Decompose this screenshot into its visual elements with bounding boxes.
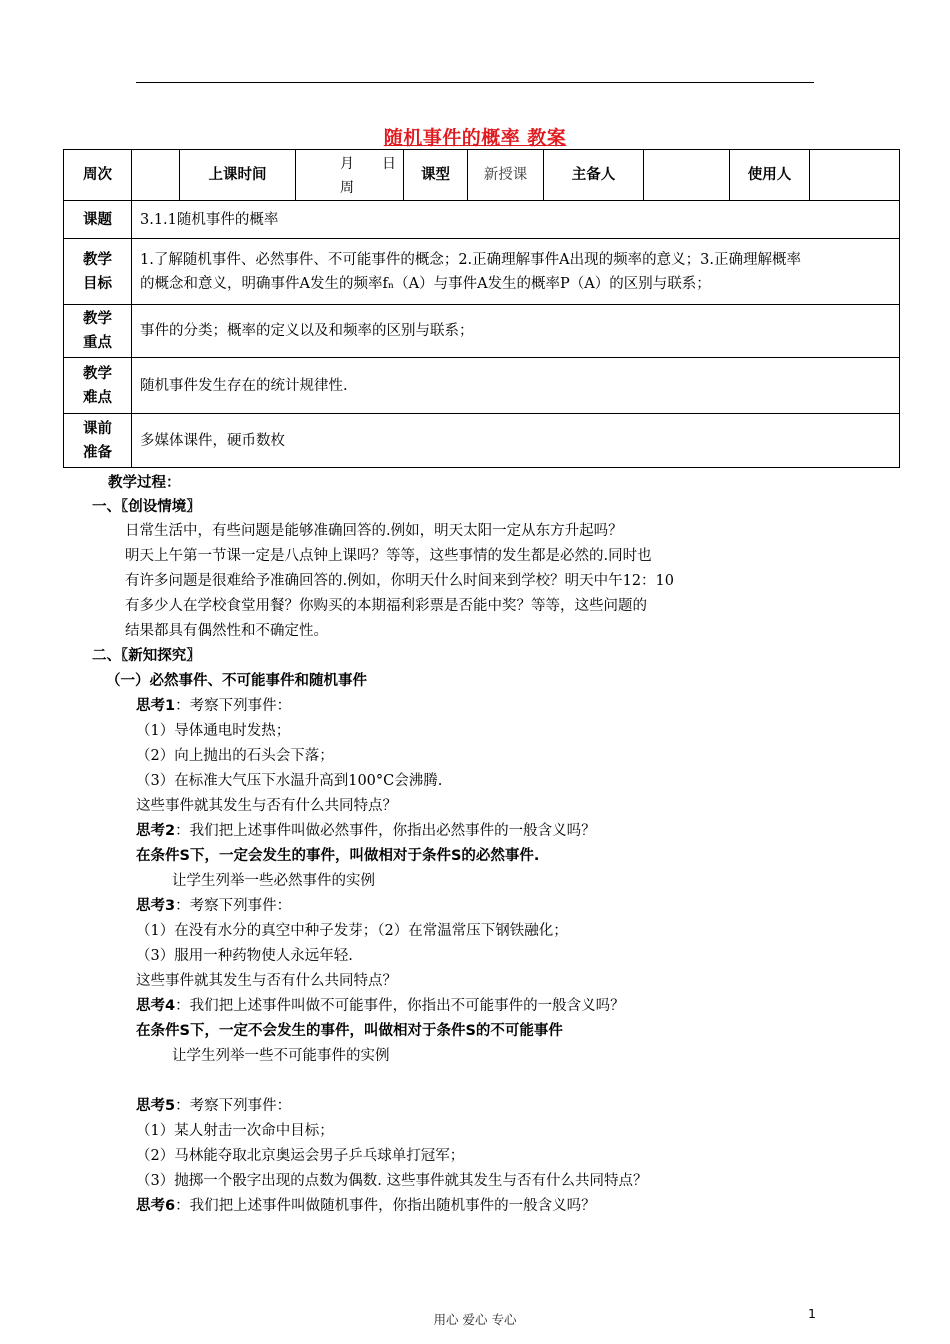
goals-label-line1: 教学 — [83, 251, 112, 268]
goals-line-2: 的概念和意义，明确事件A发生的频率fₙ（A）与事件A发生的概率P（A）的区别与联系； — [140, 275, 711, 292]
think-4-label: 思考4 — [136, 998, 176, 1014]
goals-label — [64, 239, 132, 305]
preparer-label: 主备人 — [544, 150, 644, 201]
process-heading: 教学过程： — [108, 475, 181, 491]
key-label-line2: 重点 — [83, 335, 112, 351]
think-2-label: 思考2 — [136, 823, 176, 839]
preparation-label — [64, 414, 132, 468]
think-4 — [136, 996, 625, 1016]
document-title: 随机事件的概率 教案 — [383, 127, 567, 149]
think-2 — [136, 821, 596, 841]
key-label-line1: 教学 — [83, 311, 112, 327]
think-1-text: ：考察下列事件： — [175, 698, 292, 714]
think-3-label: 思考3 — [136, 898, 176, 914]
month-label: 月 — [340, 156, 354, 172]
think-5 — [136, 1096, 291, 1116]
goals-value — [132, 239, 900, 305]
think-6 — [136, 1196, 596, 1216]
paragraph-line: 有许多问题是很难给予准确回答的.例如，你明天什么时间来到学校？明天中午12：10 — [125, 573, 675, 589]
impossible-event-example: 让学生列举一些不可能事件的实例 — [172, 1048, 390, 1064]
prep-label-line2: 准备 — [83, 444, 112, 461]
list-item: （1）某人射击一次命中目标； — [136, 1123, 334, 1139]
weekday-label: 周 — [340, 180, 354, 196]
table-row — [64, 239, 900, 305]
difficulty-label — [64, 358, 132, 414]
topic-label: 课题 — [64, 201, 132, 239]
table-row — [64, 305, 900, 358]
key-points-label — [64, 305, 132, 358]
key-points-value: 事件的分类；概率的定义以及和频率的区别与联系； — [132, 305, 900, 358]
think-2-text: ：我们把上述事件叫做必然事件，你指出必然事件的一般含义吗？ — [175, 823, 596, 839]
day-label: 日 — [382, 156, 396, 172]
subsection-1-heading: （一）必然事件、不可能事件和随机事件 — [106, 673, 367, 689]
question-line: 这些事件就其发生与否有什么共同特点？ — [136, 798, 397, 814]
lesson-type-label: 课型 — [404, 150, 468, 201]
certain-event-definition: 在条件S下，一定会发生的事件，叫做相对于条件S的必然事件. — [136, 848, 540, 864]
topic-value: 3.1.1随机事件的概率 — [132, 201, 900, 239]
think-1 — [136, 696, 291, 716]
list-item: （2）向上抛出的石头会下落； — [136, 748, 334, 764]
think-5-text: ：考察下列事件： — [175, 1098, 292, 1114]
difficulty-label-line2: 难点 — [83, 389, 112, 406]
table-row — [64, 358, 900, 414]
paragraph-line: 有多少人在学校食堂用餐？你购买的本期福利彩票是否能中奖？等等，这些问题的 — [125, 598, 647, 614]
table-row — [64, 150, 900, 201]
think-5-label: 思考5 — [136, 1098, 176, 1114]
section-1-heading: 一、〖创设情境〗 — [92, 499, 201, 515]
week-label: 周次 — [64, 150, 132, 201]
prep-label-line1: 课前 — [83, 420, 112, 437]
header-rule — [136, 82, 814, 83]
footer-motto: 用心 爱心 专心 — [433, 1312, 517, 1327]
page-number: 1 — [808, 1306, 816, 1321]
paragraph-line: 日常生活中，有些问题是能够准确回答的.例如，明天太阳一定从东方升起吗？ — [125, 523, 623, 539]
table-row — [64, 201, 900, 239]
user-label: 使用人 — [730, 150, 810, 201]
class-time-label: 上课时间 — [180, 150, 296, 201]
list-item: （3）在标准大气压下水温升高到100°C会沸腾. — [136, 773, 443, 789]
lesson-type-value: 新授课 — [468, 150, 544, 201]
table-row — [64, 414, 900, 468]
list-item: （1）导体通电时发热； — [136, 723, 291, 739]
think-3 — [136, 896, 291, 916]
goals-line-1: 1.了解随机事件、必然事件、不可能事件的概念；2.正确理解事件A出现的频率的意义；3.正确理解概率 — [140, 251, 801, 268]
preparer-value — [644, 150, 730, 201]
impossible-event-definition: 在条件S下，一定不会发生的事件，叫做相对于条件S的不可能事件 — [136, 1023, 563, 1039]
think-6-label: 思考6 — [136, 1198, 176, 1214]
list-item: （3）服用一种药物使人永远年轻. — [136, 948, 353, 964]
section-2-heading: 二、〖新知探究〗 — [92, 648, 201, 664]
class-time-value — [296, 150, 404, 201]
difficulty-label-line1: 教学 — [83, 365, 112, 382]
think-1-label: 思考1 — [136, 698, 176, 714]
list-item: （3）抛掷一个骰字出现的点数为偶数. 这些事件就其发生与否有什么共同特点？ — [136, 1173, 648, 1189]
user-value — [810, 150, 900, 201]
certain-event-example: 让学生列举一些必然事件的实例 — [172, 873, 375, 889]
week-value — [132, 150, 180, 201]
question-line: 这些事件就其发生与否有什么共同特点？ — [136, 973, 397, 989]
paragraph-line: 明天上午第一节课一定是八点钟上课吗？等等，这些事情的发生都是必然的.同时也 — [125, 548, 652, 564]
difficulty-value: 随机事件发生存在的统计规律性. — [132, 358, 900, 414]
paragraph-line: 结果都具有偶然性和不确定性。 — [125, 623, 328, 639]
think-4-text: ：我们把上述事件叫做不可能事件，你指出不可能事件的一般含义吗？ — [175, 998, 625, 1014]
think-6-text: ：我们把上述事件叫做随机事件，你指出随机事件的一般含义吗？ — [175, 1198, 596, 1214]
list-item: （2）马林能夺取北京奥运会男子乒乓球单打冠军； — [136, 1148, 465, 1164]
preparation-value: 多媒体课件，硬币数枚 — [132, 414, 900, 468]
list-item: （1）在没有水分的真空中种子发芽；（2）在常温常压下钢铁融化； — [136, 923, 568, 939]
think-3-text: ：考察下列事件： — [175, 898, 292, 914]
lesson-info-table — [63, 149, 900, 468]
goals-label-line2: 目标 — [83, 275, 112, 292]
